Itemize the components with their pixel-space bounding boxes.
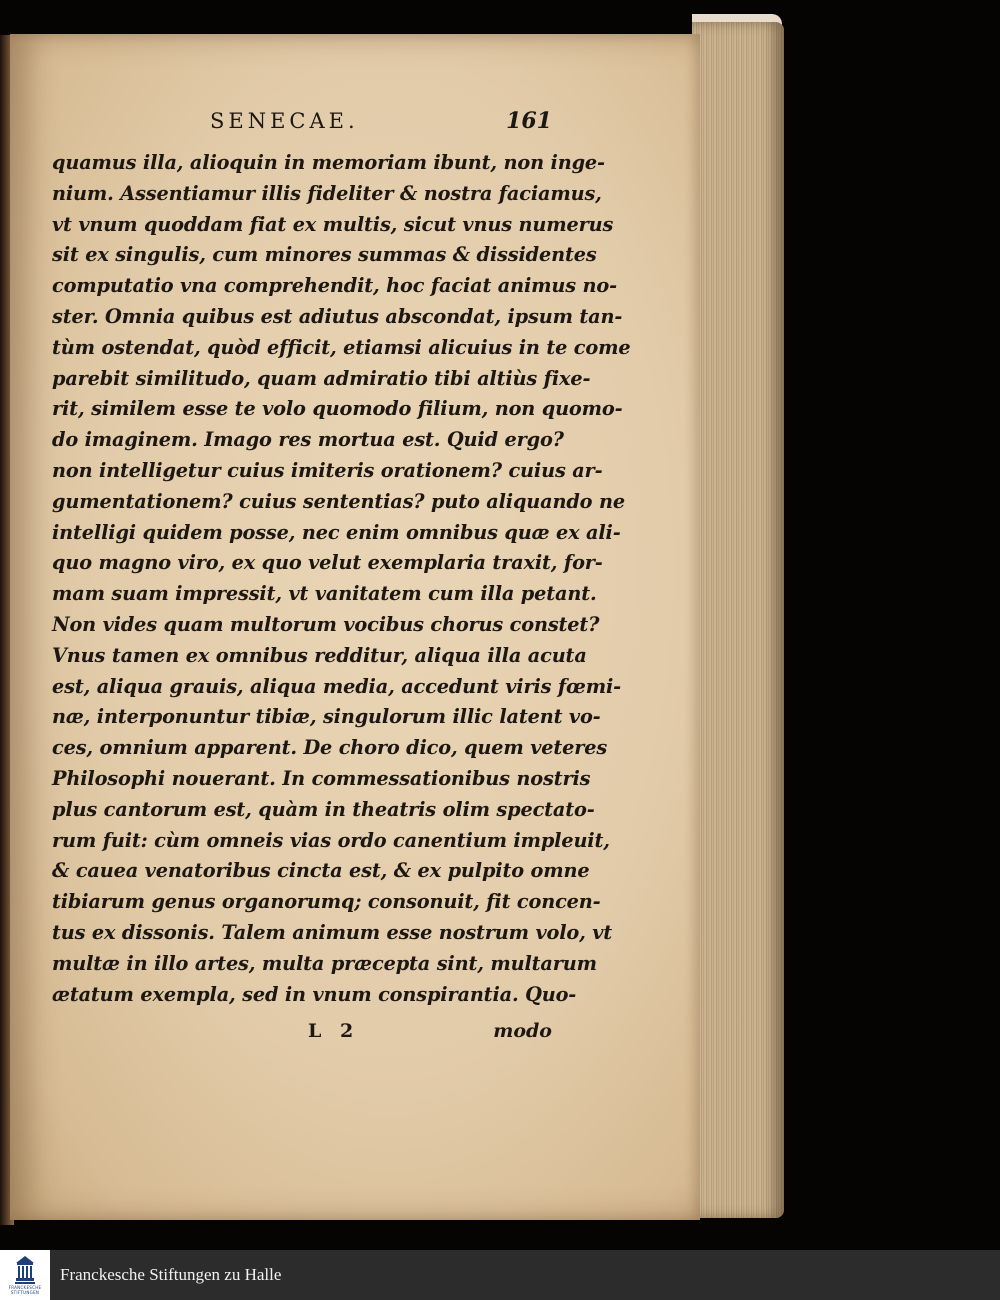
text-line: intelligi quidem posse, nec enim omnibus quæ ex ali- bbox=[52, 520, 621, 544]
text-line: non intelligetur cuius imiteris orationem? cuius ar- bbox=[52, 458, 603, 482]
page-number: 161 bbox=[506, 108, 552, 134]
text-line: & cauea venatoribus cincta est, & ex pulpito omne bbox=[52, 859, 590, 883]
text-line: ætatum exempla, sed in vnum conspirantia. Quo- bbox=[52, 982, 577, 1006]
text-line: nium. Assentiamur illis fideliter & nostra faciamus, bbox=[52, 181, 602, 205]
text-line: quo magno viro, ex quo velut exemplaria traxit, for- bbox=[52, 551, 603, 575]
text-line: rit, similem esse te volo quomodo filium, non quomo- bbox=[52, 397, 623, 421]
text-line: do imaginem. Imago res mortua est. Quid ergo? bbox=[52, 428, 564, 452]
signature-mark: L 2 bbox=[308, 1020, 360, 1043]
body-text bbox=[52, 148, 631, 1010]
text-line: multæ in illo artes, multa præcepta sint, multarum bbox=[52, 951, 597, 975]
text-line: quamus illa, alioquin in memoriam ibunt, non inge- bbox=[52, 151, 605, 174]
text-line: tùm ostendat, quòd efficit, etiamsi alicuius in te come bbox=[52, 335, 631, 359]
institution-logo bbox=[0, 1250, 50, 1300]
text-block bbox=[52, 108, 631, 1048]
text-line: næ, interponuntur tibiæ, singulorum illic latent vo- bbox=[52, 705, 601, 729]
building-icon bbox=[14, 1255, 36, 1285]
text-line: plus cantorum est, quàm in theatris olim spectato- bbox=[52, 797, 595, 821]
page-edges bbox=[692, 22, 784, 1218]
text-line: Philosophi nouerant. In commessationibus nostris bbox=[52, 766, 591, 790]
text-line: parebit similitudo, quam admiratio tibi altiùs fixe- bbox=[52, 366, 591, 390]
institution-name: Franckesche Stiftungen zu Halle bbox=[60, 1265, 282, 1284]
text-line: est, aliqua grauis, aliqua media, accedunt viris fœmi- bbox=[52, 674, 622, 698]
logo-text: FRANCKESCHE STIFTUNGEN bbox=[8, 1285, 42, 1295]
text-line: tus ex dissonis. Talem animum esse nostrum volo, vt bbox=[52, 920, 613, 944]
text-line: Vnus tamen ex omnibus redditur, aliqua illa acuta bbox=[52, 643, 587, 667]
running-head: SENECAE. bbox=[210, 109, 359, 133]
text-line: vt vnum quoddam fiat ex multis, sicut vnus numerus bbox=[52, 212, 614, 236]
catchword: modo bbox=[493, 1020, 552, 1043]
page-footer bbox=[52, 1014, 552, 1048]
text-line: tibiarum genus organorumq; consonuit, fit concen- bbox=[52, 890, 601, 914]
text-line: ces, omnium apparent. De choro dico, quem veteres bbox=[52, 736, 608, 760]
text-line: Non vides quam multorum vocibus chorus constet? bbox=[52, 612, 600, 636]
text-line: sit ex singulis, cum minores summas & dissidentes bbox=[52, 243, 597, 267]
footer-bar bbox=[0, 1250, 1000, 1300]
text-line: gumentationem? cuius sententias? puto aliquando ne bbox=[52, 489, 625, 513]
text-line: mam suam impressit, vt vanitatem cum illa petant. bbox=[52, 582, 597, 606]
text-line: ster. Omnia quibus est adiutus abscondat, ipsum tan- bbox=[52, 304, 623, 328]
page-header bbox=[52, 108, 552, 148]
text-line: rum fuit: cùm omneis vias ordo canentium impleuit, bbox=[52, 828, 610, 852]
text-line: computatio vna comprehendit, hoc faciat animus no- bbox=[52, 274, 617, 298]
